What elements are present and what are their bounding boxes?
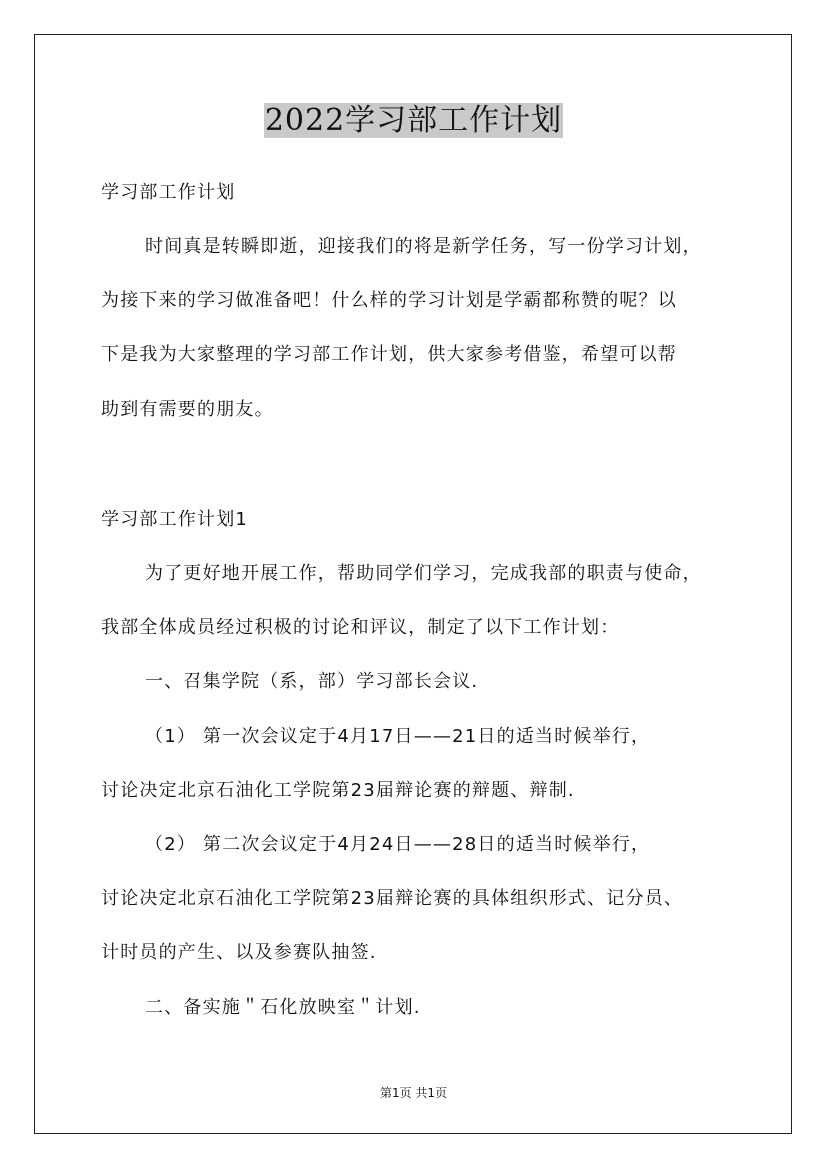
paragraph-line: 下是我为大家整理的学习部工作计划，供大家参考借鉴，希望可以帮 xyxy=(101,344,677,365)
document-title: 2022学习部工作计划 xyxy=(264,103,563,138)
paragraph-line: 为了更好地开展工作，帮助同学们学习，完成我部的职责与使命， xyxy=(145,563,702,584)
document-title-wrap xyxy=(0,98,827,144)
paragraph-line: 计时员的产生、以及参赛队抽签. xyxy=(101,942,377,963)
section-heading: 学习部工作计划 xyxy=(101,182,236,203)
paragraph-line: （1） 第一次会议定于4月17日——21日的适当时候举行， xyxy=(145,726,651,747)
paragraph-line: 为接下来的学习做准备吧！什么样的学习计划是学霸都称赞的呢？以 xyxy=(101,290,677,311)
section-heading: 学习部工作计划1 xyxy=(101,509,249,530)
page-footer: 第1页 共1页 xyxy=(379,1086,448,1100)
paragraph-line: 助到有需要的朋友。 xyxy=(101,399,274,420)
paragraph-line: 时间真是转瞬即逝，迎接我们的将是新学任务，写一份学习计划， xyxy=(145,236,702,257)
list-item-heading: 二、备实施＂石化放映室＂计划. xyxy=(145,997,421,1018)
paragraph-line: 讨论决定北京石油化工学院第23届辩论赛的具体组织形式、记分员、 xyxy=(101,888,684,909)
paragraph-line: （2） 第二次会议定于4月24日——28日的适当时候举行， xyxy=(145,834,651,855)
list-item-heading: 一、召集学院（系，部）学习部长会议. xyxy=(145,671,479,692)
paragraph-line: 讨论决定北京石油化工学院第23届辩论赛的辩题、辩制. xyxy=(101,780,575,801)
paragraph-line: 我部全体成员经过积极的讨论和评议，制定了以下工作计划： xyxy=(101,617,620,638)
